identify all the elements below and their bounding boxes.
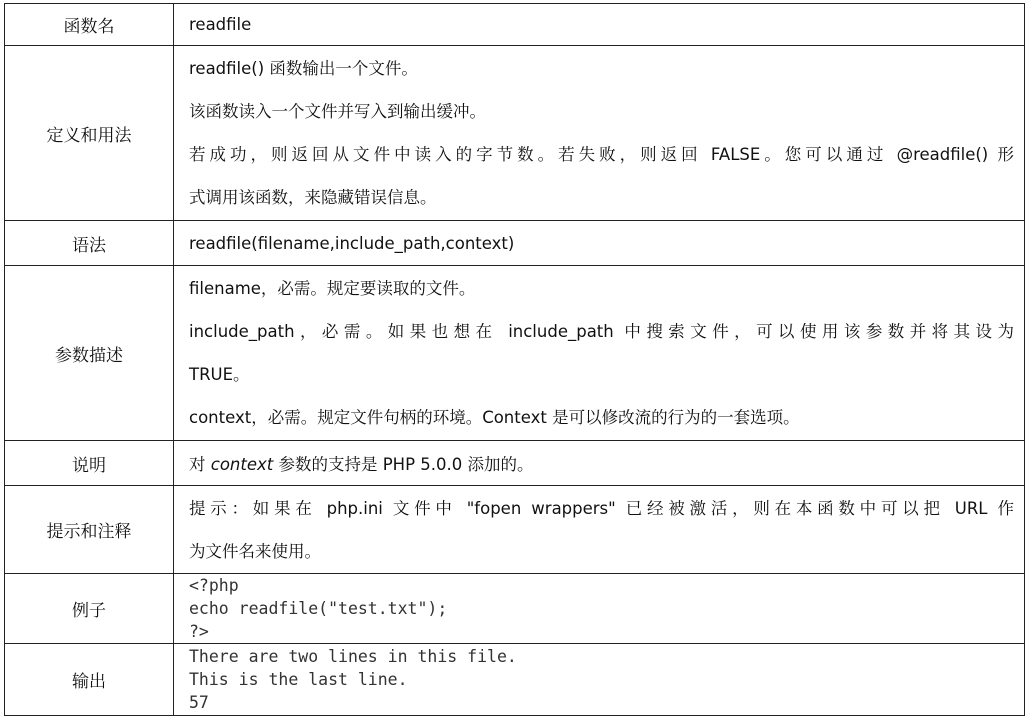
output-line: This is the last line. <box>189 670 408 689</box>
row-example <box>5 574 1025 644</box>
note-text <box>189 451 1014 475</box>
output-line: There are two lines in this file. <box>189 647 517 666</box>
row-output <box>5 644 1025 716</box>
parameter-line: include_path，必需。如果也想在 include_path 中搜索文件，可以使用该参数并将其设为 <box>189 322 1014 341</box>
definition-line: 式调用该函数，来隐藏错误信息。 <box>189 188 437 207</box>
output-line: 57 <box>189 693 209 712</box>
row-syntax <box>5 221 1025 266</box>
value-parameters <box>174 266 1025 441</box>
parameter-line: TRUE。 <box>189 365 250 384</box>
parameter-line: filename，必需。规定要读取的文件。 <box>189 279 476 298</box>
row-tips <box>5 486 1025 574</box>
row-note <box>5 441 1025 486</box>
row-function-name <box>5 4 1025 46</box>
definition-line: 该函数读入一个文件并写入到输出缓冲。 <box>189 102 486 121</box>
tips-line: 为文件名来使用。 <box>189 541 321 561</box>
note-italic-term: context <box>210 455 274 474</box>
value-note <box>174 441 1025 486</box>
definition-line: readfile() 函数输出一个文件。 <box>189 59 418 78</box>
label-syntax: 语法 <box>5 221 174 266</box>
label-tips: 提示和注释 <box>5 486 174 574</box>
note-prefix: 对 <box>189 455 211 474</box>
syntax-text: readfile(filename,include_path,context) <box>189 233 515 253</box>
label-output: 输出 <box>5 644 174 716</box>
label-definition: 定义和用法 <box>5 46 174 221</box>
label-example: 例子 <box>5 574 174 644</box>
label-function-name: 函数名 <box>5 4 174 46</box>
function-reference-table <box>4 3 1025 716</box>
value-output-code <box>174 644 1025 716</box>
code-line: echo readfile("test.txt"); <box>189 599 448 618</box>
value-tips <box>174 486 1025 574</box>
note-suffix: 参数的支持是 PHP 5.0.0 添加的。 <box>273 455 534 474</box>
parameter-line: context，必需。规定文件句柄的环境。Context 是可以修改流的行为的一套选项。 <box>189 408 800 427</box>
value-function-name <box>174 4 1025 46</box>
function-name-text: readfile <box>189 15 252 34</box>
row-definition <box>5 46 1025 221</box>
value-definition <box>174 46 1025 221</box>
code-line: ?> <box>189 622 209 641</box>
value-example-code <box>174 574 1025 644</box>
label-note: 说明 <box>5 441 174 486</box>
row-parameters <box>5 266 1025 441</box>
definition-line: 若成功，则返回从文件中读入的字节数。若失败，则返回 FALSE。您可以通过 @readfile() 形 <box>189 145 1014 164</box>
code-line: <?php <box>189 576 239 595</box>
value-syntax <box>174 221 1025 266</box>
tips-line: 提示：如果在 php.ini 文件中 "fopen wrappers" 已经被激活，则在本函数中可以把 URL 作 <box>189 498 1014 518</box>
label-parameters: 参数描述 <box>5 266 174 441</box>
